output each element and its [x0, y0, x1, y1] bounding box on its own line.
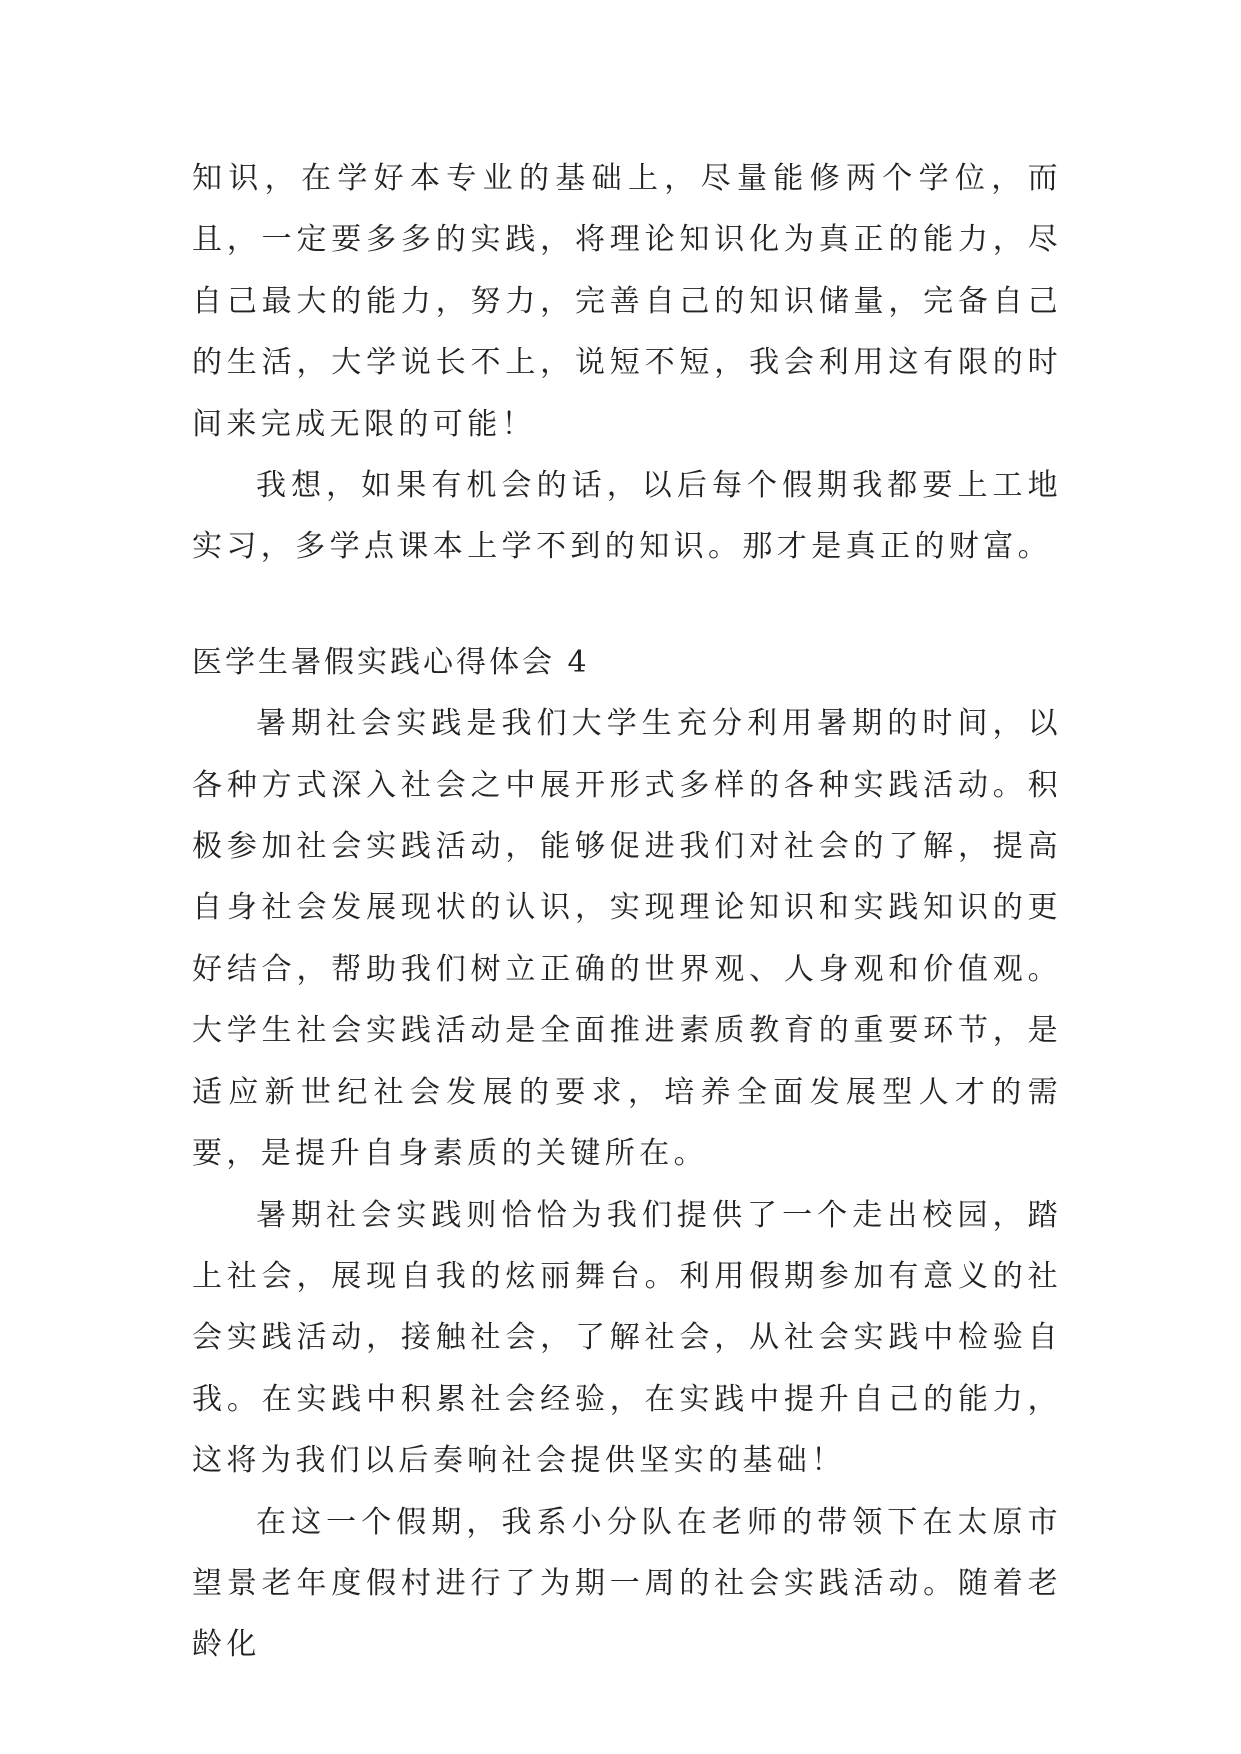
- paragraph-continuation: 知识，在学好本专业的基础上，尽量能修两个学位，而且，一定要多多的实践，将理论知识化为真正的能力，尽自己最大的能力，努力，完善自己的知识储量，完备自己的生活，大学说长不上，说短不短，我会利用这有限的时间来完成无限的可能！: [192, 161, 1062, 442]
- paragraph-summer-practice-stage: 暑期社会实践则恰恰为我们提供了一个走出校园，踏上社会，展现自我的炫丽舞台。利用假期参加有意义的社会实践活动，接触社会，了解社会，从社会实践中检验自我。在实践中积累社会经验，在实践中提升自己的能力，这将为我们以后奏响社会提供坚实的基础！: [192, 1197, 1062, 1479]
- paragraph-team-activity: 在这一个假期，我系小分队在老师的带领下在太原市望景老年度假村进行了为期一周的社会实践活动。随着老龄化: [192, 1504, 1062, 1663]
- section-title: 医学生暑假实践心得体会 4: [192, 644, 590, 680]
- paragraph-internship-wish: 我想，如果有机会的话，以后每个假期我都要上工地实习，多学点课本上学不到的知识。那才是真正的财富。: [192, 468, 1062, 565]
- document-page: [192, 148, 1062, 1676]
- paragraph-summer-practice-intro: 暑期社会实践是我们大学生充分利用暑期的时间，以各种方式深入社会之中展开形式多样的各种实践活动。积极参加社会实践活动，能够促进我们对社会的了解，提高自身社会发展现状的认识，实现理论知识和实践知识的更好结合，帮助我们树立正确的世界观、人身观和价值观。大学生社会实践活动是全面推进素质教育的重要环节，是适应新世纪社会发展的要求，培养全面发展型人才的需要，是提升自身素质的关键所在。: [192, 706, 1062, 1172]
